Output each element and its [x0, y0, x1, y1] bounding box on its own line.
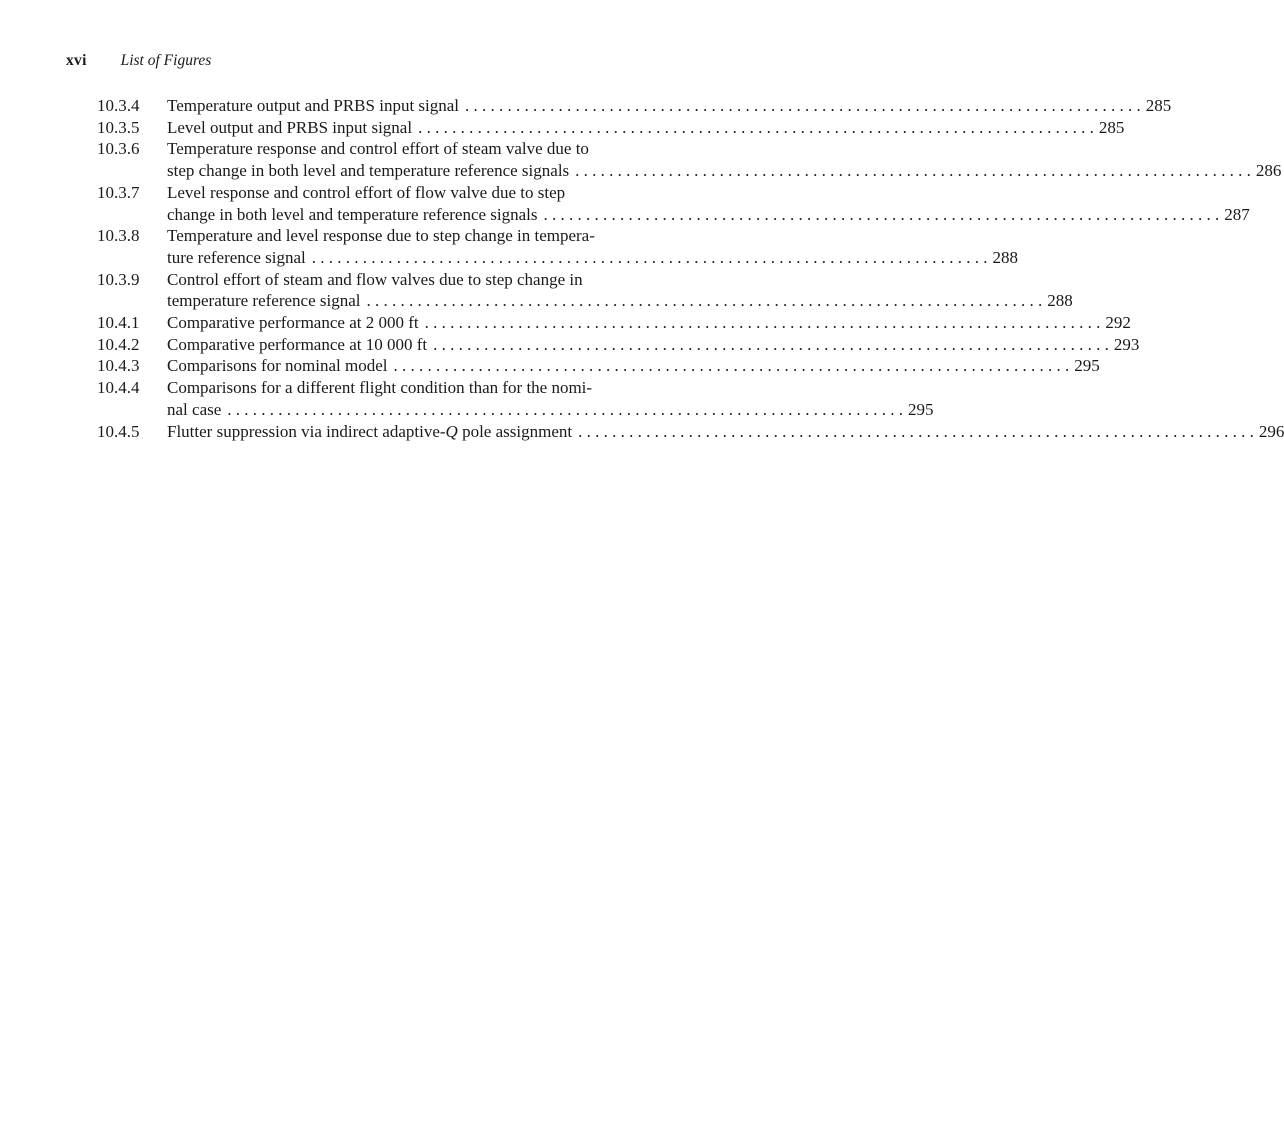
page-number[interactable]: 286 [1255, 161, 1282, 181]
figure-number: 10.4.4 [97, 378, 140, 398]
caption-last-line [167, 204, 1250, 226]
dot-leader: . . . . . . . . . . . . . . . . . . . . . . . . . . . . . . . . . . . . . . . . . . . . . . . . . . . . . . . . . . . . . . . . . . . . . . . . . . . . . . . . [311, 247, 988, 267]
figure-entry[interactable] [97, 182, 1250, 225]
caption-text: step change in both level and temperature reference signals [167, 161, 570, 181]
caption-last-line [167, 290, 1073, 312]
caption-text: Level output and PRBS input signal [167, 117, 413, 137]
figure-number: 10.3.6 [97, 139, 140, 159]
caption-text: nal case [167, 399, 222, 419]
caption-text: Comparative performance at 10 000 ft [167, 334, 428, 354]
figure-caption [167, 225, 1018, 268]
math-symbol-q: Q [445, 421, 458, 441]
caption-line: Level response and control effort of flow valve due to step [167, 182, 566, 202]
figure-caption [167, 269, 1073, 312]
dot-leader: . . . . . . . . . . . . . . . . . . . . . . . . . . . . . . . . . . . . . . . . . . . . . . . . . . . . . . . . . . . . . . . . . . . . . . . . . . . . . . . . [578, 421, 1254, 441]
figure-caption [167, 377, 934, 420]
caption-text: temperature reference signal [167, 291, 361, 311]
figure-entry[interactable] [97, 269, 1073, 312]
figure-number: 10.4.2 [97, 334, 140, 354]
figure-entry[interactable] [97, 421, 1284, 443]
caption-last-line [167, 312, 1131, 334]
caption-line: Comparisons for a different flight condition than for the nomi- [167, 378, 593, 398]
figure-caption [167, 117, 1125, 139]
figure-entry[interactable] [97, 355, 1100, 377]
list-of-figures [97, 95, 1284, 442]
figure-caption [167, 312, 1131, 334]
caption-last-line [167, 247, 1018, 269]
caption-last-line [167, 421, 1284, 443]
figure-number: 10.3.7 [97, 182, 140, 202]
caption-text: Comparisons for nominal model [167, 356, 388, 376]
figure-number: 10.3.5 [97, 117, 140, 137]
page-number[interactable]: 288 [1047, 291, 1073, 311]
caption-last-line [167, 334, 1140, 356]
caption-line: Temperature response and control effort of steam valve due to [167, 139, 589, 159]
caption-line: Temperature and level response due to step change in tempera- [167, 226, 595, 246]
dot-leader: . . . . . . . . . . . . . . . . . . . . . . . . . . . . . . . . . . . . . . . . . . . . . . . . . . . . . . . . . . . . . . . . . . . . . . . . . . . . . . . . [418, 117, 1094, 137]
figure-entry[interactable] [97, 95, 1172, 117]
caption-text: Flutter suppression via indirect adaptive-Q pole assignment [167, 421, 573, 441]
figure-number: 10.4.5 [97, 421, 140, 441]
caption-text: change in both level and temperature reference signals [167, 204, 538, 224]
figure-number: 10.3.9 [97, 269, 140, 289]
running-head [66, 52, 211, 70]
dot-leader: . . . . . . . . . . . . . . . . . . . . . . . . . . . . . . . . . . . . . . . . . . . . . . . . . . . . . . . . . . . . . . . . . . . . . . . . . . . . . . . . [366, 291, 1043, 311]
page-number[interactable]: 287 [1224, 204, 1250, 224]
page-number[interactable]: 288 [992, 247, 1018, 267]
caption-line: Control effort of steam and flow valves due to step change in [167, 269, 583, 289]
dot-leader: . . . . . . . . . . . . . . . . . . . . . . . . . . . . . . . . . . . . . . . . . . . . . . . . . . . . . . . . . . . . . . . . . . . . . . . . . . . . . . . . [575, 161, 1251, 181]
caption-last-line [167, 355, 1100, 377]
figure-caption [167, 334, 1140, 356]
figure-number: 10.3.8 [97, 226, 140, 246]
running-title: List of Figures [120, 52, 212, 69]
page-number[interactable]: 295 [1074, 356, 1100, 376]
figure-caption [167, 355, 1100, 377]
caption-last-line [167, 160, 1282, 182]
figure-number: 10.4.3 [97, 356, 140, 376]
figure-number: 10.4.1 [97, 313, 140, 333]
figure-entry[interactable] [97, 334, 1140, 356]
page-number[interactable]: 285 [1145, 96, 1172, 115]
caption-text: ture reference signal [167, 247, 306, 267]
figure-caption [167, 421, 1284, 443]
page-number[interactable]: 295 [908, 399, 934, 419]
figure-caption [167, 182, 1250, 225]
caption-text: Comparative performance at 2 000 ft [167, 313, 419, 333]
dot-leader: . . . . . . . . . . . . . . . . . . . . . . . . . . . . . . . . . . . . . . . . . . . . . . . . . . . . . . . . . . . . . . . . . . . . . . . . . . . . . . . . [433, 334, 1109, 354]
caption-last-line [167, 117, 1125, 139]
page-number[interactable]: 285 [1098, 117, 1125, 137]
figure-entry[interactable] [97, 377, 934, 420]
dot-leader: . . . . . . . . . . . . . . . . . . . . . . . . . . . . . . . . . . . . . . . . . . . . . . . . . . . . . . . . . . . . . . . . . . . . . . . . . . . . . . . . [465, 96, 1141, 115]
caption-last-line [167, 95, 1172, 117]
dot-leader: . . . . . . . . . . . . . . . . . . . . . . . . . . . . . . . . . . . . . . . . . . . . . . . . . . . . . . . . . . . . . . . . . . . . . . . . . . . . . . . . [424, 313, 1101, 333]
caption-text: Temperature output and PRBS input signal [167, 96, 460, 115]
dot-leader: . . . . . . . . . . . . . . . . . . . . . . . . . . . . . . . . . . . . . . . . . . . . . . . . . . . . . . . . . . . . . . . . . . . . . . . . . . . . . . . . [393, 356, 1070, 376]
figure-entry[interactable] [97, 312, 1131, 334]
dot-leader: . . . . . . . . . . . . . . . . . . . . . . . . . . . . . . . . . . . . . . . . . . . . . . . . . . . . . . . . . . . . . . . . . . . . . . . . . . . . . . . . [227, 399, 904, 419]
page-number[interactable]: 293 [1113, 334, 1140, 354]
figure-entry[interactable] [97, 138, 1282, 181]
page-folio: xvi [66, 52, 87, 69]
page-number[interactable]: 292 [1105, 313, 1131, 333]
caption-last-line [167, 399, 934, 421]
page-number[interactable]: 296 [1258, 421, 1284, 441]
figure-number: 10.3.4 [97, 96, 140, 115]
figure-entry[interactable] [97, 225, 1018, 268]
figure-entry[interactable] [97, 117, 1125, 139]
figure-caption [167, 138, 1282, 181]
figure-caption [167, 95, 1172, 117]
dot-leader: . . . . . . . . . . . . . . . . . . . . . . . . . . . . . . . . . . . . . . . . . . . . . . . . . . . . . . . . . . . . . . . . . . . . . . . . . . . . . . . . [543, 204, 1220, 224]
